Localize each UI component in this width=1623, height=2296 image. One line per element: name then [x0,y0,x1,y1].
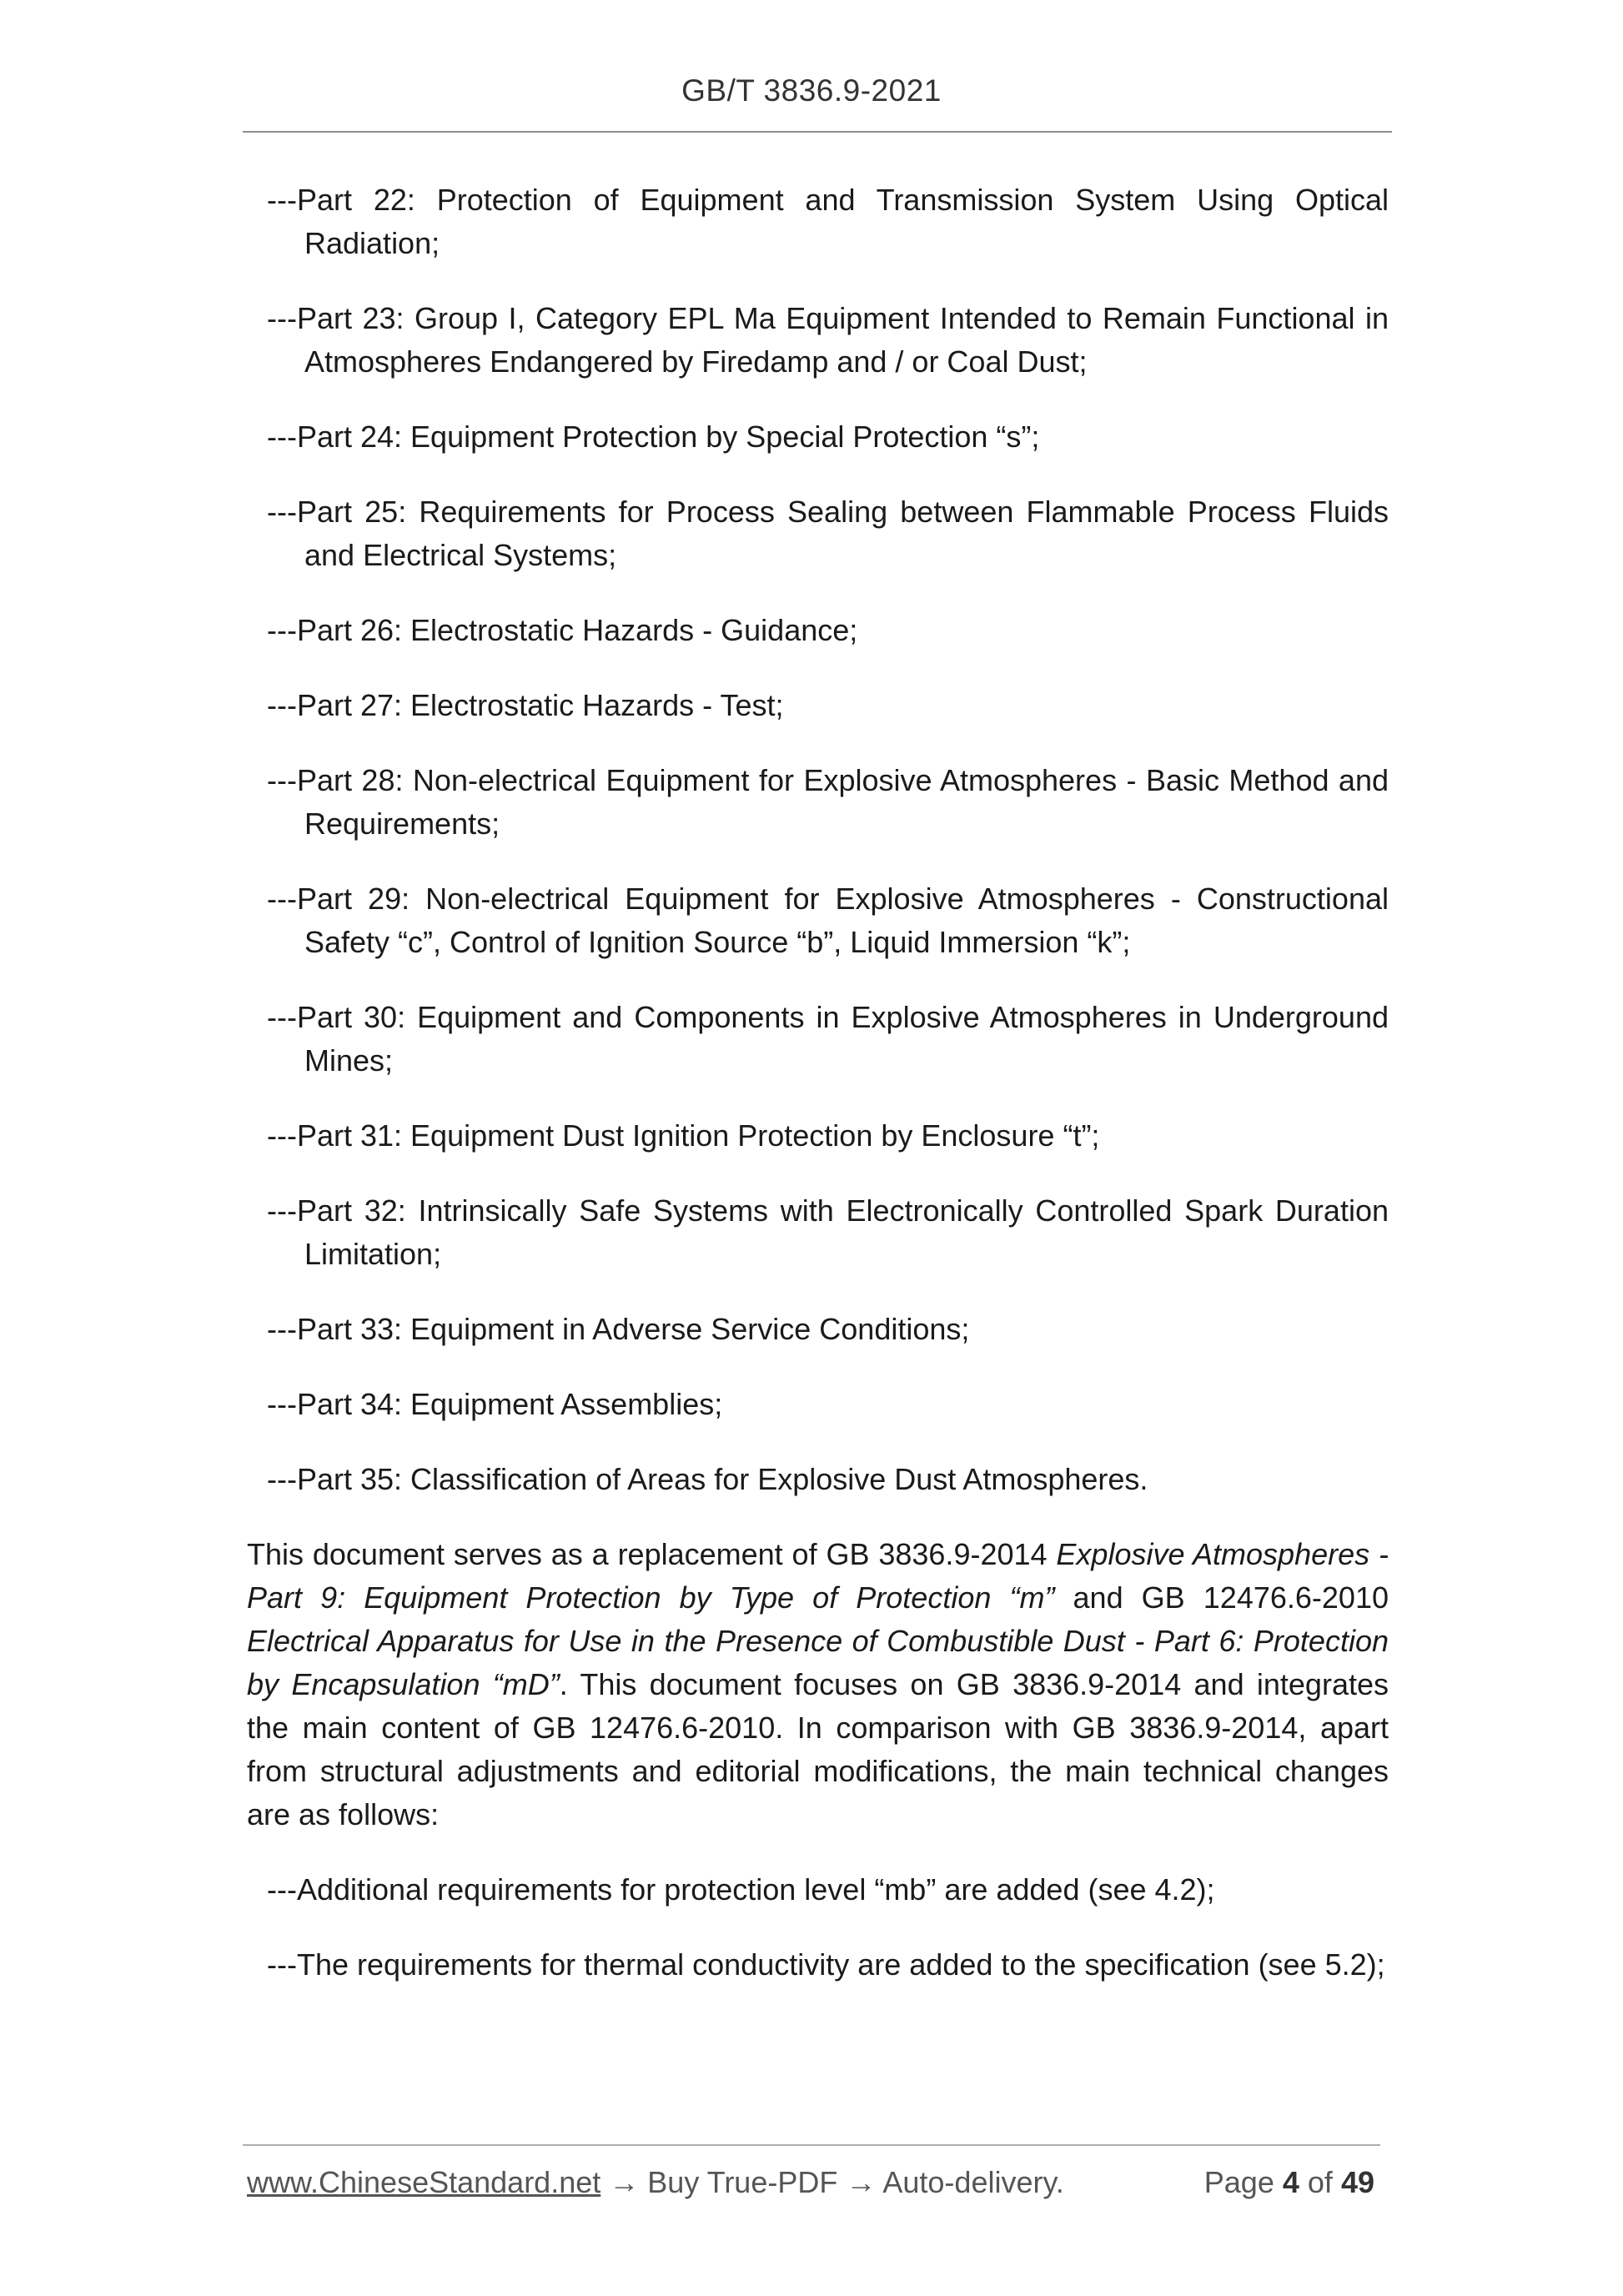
website-link[interactable]: www.ChineseStandard.net [247,2165,601,2199]
page-label: Page [1203,2165,1274,2199]
list-item-part-27: ---Part 27: Electrostatic Hazards - Test; [267,688,784,722]
list-item-part-34: ---Part 34: Equipment Assemblies; [267,1387,723,1421]
auto-delivery-text: Auto-delivery. [882,2165,1064,2199]
arrow-right-icon: → [609,2165,640,2199]
replacement-text-3: . This document focuses on GB 3836.9-2014 and integrates the main content of GB 12476.6-2010. In comparison with GB 3836.9-2014, apart from structural adjustments and editorial modifications, the main technical changes are as follows: [247,1667,1389,1831]
replacement-title-gb12476-6: Electrical Apparatus for Use in the Presence of Combustible Dust - Part 6: Protection by Encapsulation “mD” [247,1624,1389,1701]
list-item-part-28: ---Part 28: Non-electrical Equipment for Explosive Atmospheres - Basic Method and Requirements; [267,763,1389,841]
page-total: 49 [1340,2165,1374,2199]
replacement-paragraph [247,1533,1389,1836]
list-item-part-22: ---Part 22: Protection of Equipment and Transmission System Using Optical Radiation; [267,183,1389,260]
document-body [247,178,1389,2018]
page-number: 4 [1282,2165,1299,2199]
list-item-part-30: ---Part 30: Equipment and Components in Explosive Atmospheres in Underground Mines; [267,1000,1389,1078]
list-item-part-29: ---Part 29: Non-electrical Equipment for Explosive Atmospheres - Constructional Safety “c”, Control of Ignition Source “b”, Liquid Immersion “k”; [267,882,1389,959]
arrow-right-icon: → [846,2165,877,2199]
page-footer [247,2165,1381,2200]
document-header-title: GB/T 3836.9-2021 [681,73,942,108]
footer-divider [243,2144,1380,2146]
of-label: of [1307,2165,1333,2199]
list-item-part-31: ---Part 31: Equipment Dust Ignition Protection by Enclosure “t”; [267,1118,1100,1153]
header-divider [243,131,1392,133]
replacement-title-gb3836-9: Explosive Atmospheres - Part 9: Equipment Protection by Type of Protection “m” [247,1537,1389,1615]
replacement-text-2: and GB 12476.6-2010 [1054,1580,1389,1615]
list-item-part-26: ---Part 26: Electrostatic Hazards - Guidance; [267,613,858,647]
buy-true-pdf-text: Buy True-PDF [647,2165,838,2199]
list-item-part-24: ---Part 24: Equipment Protection by Special Protection “s”; [267,420,1040,454]
change-item-thermal: ---The requirements for thermal conductivity are added to the specification (see 5.2); [267,1947,1385,1982]
list-item-part-35: ---Part 35: Classification of Areas for Explosive Dust Atmospheres. [267,1462,1148,1496]
change-item-mb: ---Additional requirements for protection level “mb” are added (see 4.2); [267,1872,1215,1907]
list-item-part-32: ---Part 32: Intrinsically Safe Systems with Electronically Controlled Spark Duration Limitation; [267,1193,1389,1271]
list-item-part-25: ---Part 25: Requirements for Process Sealing between Flammable Process Fluids and Electrical Systems; [267,495,1389,572]
list-item-part-33: ---Part 33: Equipment in Adverse Service Conditions; [267,1312,970,1346]
list-item-part-23: ---Part 23: Group I, Category EPL Ma Equipment Intended to Remain Functional in Atmospheres Endangered by Firedamp and / or Coal Dust; [267,301,1389,379]
replacement-text-1: This document serves as a replacement of GB 3836.9-2014 [247,1537,1057,1571]
page-indicator [1204,2165,1374,2200]
